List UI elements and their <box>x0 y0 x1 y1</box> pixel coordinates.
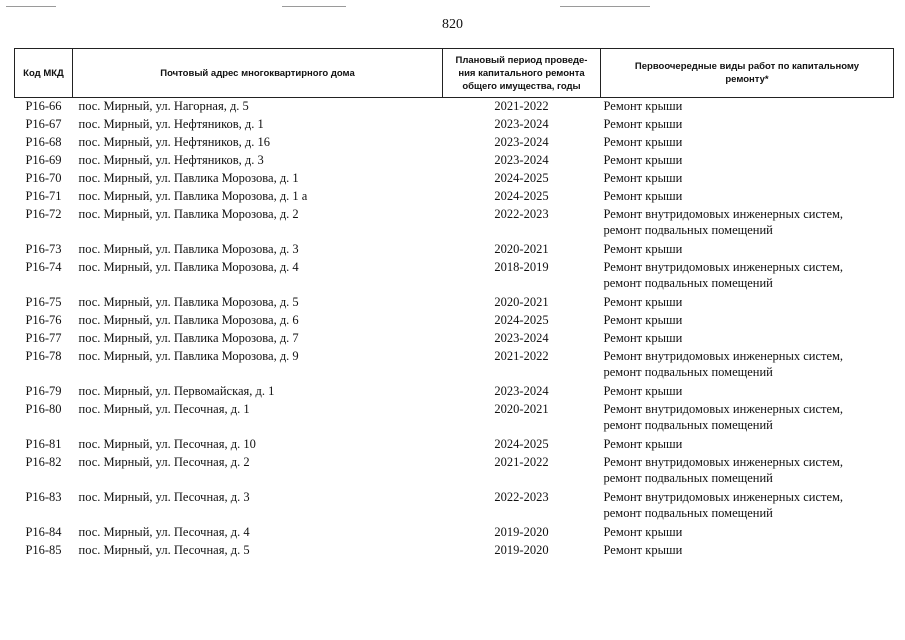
table-row <box>15 134 894 152</box>
works-cell <box>601 312 894 330</box>
table-row <box>15 542 894 560</box>
address-cell: пос. Мирный, ул. Песочная, д. 3 <box>78 490 250 504</box>
work-line: Ремонт внутридомовых инженерных систем, <box>603 349 844 363</box>
address-cell: пос. Мирный, ул. Павлика Морозова, д. 7 <box>78 331 299 345</box>
address-cell: пос. Мирный, ул. Песочная, д. 4 <box>78 525 250 539</box>
work-line: Ремонт внутридомовых инженерных систем, <box>603 402 844 416</box>
period-cell: 2021-2022 <box>494 455 549 469</box>
mkd-code-cell: Р16-82 <box>25 455 62 469</box>
header-works <box>601 49 894 98</box>
period-cell: 2018-2019 <box>494 260 549 274</box>
works-cell <box>601 294 894 312</box>
mkd-code-cell: Р16-77 <box>25 331 62 345</box>
work-line: ремонт подвальных помещений <box>603 365 773 379</box>
work-line: Ремонт крыши <box>603 171 683 185</box>
work-line: Ремонт внутридомовых инженерных систем, <box>603 260 844 274</box>
scan-mark <box>282 6 346 7</box>
table-row <box>15 330 894 348</box>
work-line: Ремонт крыши <box>603 525 683 539</box>
work-line: Ремонт крыши <box>603 117 683 131</box>
works-cell <box>601 489 894 524</box>
mkd-code-cell: Р16-72 <box>25 207 62 221</box>
work-line: Ремонт крыши <box>603 153 683 167</box>
work-line: Ремонт внутридомовых инженерных систем, <box>603 207 844 221</box>
mkd-code-cell: Р16-70 <box>25 171 62 185</box>
address-cell: пос. Мирный, ул. Павлика Морозова, д. 1 <box>78 171 299 185</box>
header-code: Код МКД <box>15 49 73 98</box>
capital-repair-table <box>14 48 894 560</box>
mkd-code-cell: Р16-76 <box>25 313 62 327</box>
address-cell: пос. Мирный, ул. Павлика Морозова, д. 1 а <box>78 189 308 203</box>
mkd-code-cell: Р16-85 <box>25 543 62 557</box>
mkd-code-cell: Р16-84 <box>25 525 62 539</box>
work-line: Ремонт внутридомовых инженерных систем, <box>603 490 844 504</box>
mkd-code-cell: Р16-80 <box>25 402 62 416</box>
header-period-line: ния капитального ремонта <box>458 67 585 79</box>
period-cell: 2020-2021 <box>494 402 549 416</box>
table-row <box>15 348 894 383</box>
address-cell: пос. Мирный, ул. Павлика Морозова, д. 9 <box>78 349 299 363</box>
header-address: Почтовый адрес многоквартирного дома <box>73 49 443 98</box>
address-cell: пос. Мирный, ул. Павлика Морозова, д. 4 <box>78 260 299 274</box>
header-works-line: Первоочередные виды работ по капитальному <box>634 61 860 72</box>
work-line: Ремонт крыши <box>603 295 683 309</box>
work-line: Ремонт крыши <box>603 437 683 451</box>
mkd-code-cell: Р16-79 <box>25 384 62 398</box>
works-cell <box>601 188 894 206</box>
period-cell: 2022-2023 <box>494 207 549 221</box>
works-cell <box>601 401 894 436</box>
period-cell: 2024-2025 <box>494 437 549 451</box>
period-cell: 2021-2022 <box>494 349 549 363</box>
header-period-line: Плановый период проведе- <box>455 54 588 66</box>
work-line: Ремонт крыши <box>603 543 683 557</box>
mkd-code-cell: Р16-68 <box>25 135 62 149</box>
period-cell: 2019-2020 <box>494 543 549 557</box>
work-line: ремонт подвальных помещений <box>603 276 773 290</box>
works-cell <box>601 330 894 348</box>
works-cell <box>601 524 894 542</box>
mkd-code-cell: Р16-75 <box>25 295 62 309</box>
works-cell <box>601 383 894 401</box>
address-cell: пос. Мирный, ул. Нефтяников, д. 1 <box>78 117 264 131</box>
header-period <box>443 49 601 98</box>
mkd-code-cell: Р16-83 <box>25 490 62 504</box>
mkd-code-cell: Р16-67 <box>25 117 62 131</box>
works-cell <box>601 454 894 489</box>
works-cell <box>601 98 894 117</box>
table-row <box>15 188 894 206</box>
works-cell <box>601 152 894 170</box>
work-line: Ремонт крыши <box>603 331 683 345</box>
work-line: Ремонт крыши <box>603 189 683 203</box>
work-line: Ремонт крыши <box>603 313 683 327</box>
mkd-code-cell: Р16-81 <box>25 437 62 451</box>
period-cell: 2023-2024 <box>494 117 549 131</box>
address-cell: пос. Мирный, ул. Песочная, д. 1 <box>78 402 250 416</box>
period-cell: 2024-2025 <box>494 171 549 185</box>
works-cell <box>601 170 894 188</box>
period-cell: 2024-2025 <box>494 189 549 203</box>
works-cell <box>601 241 894 259</box>
mkd-code-cell: Р16-74 <box>25 260 62 274</box>
table-row <box>15 436 894 454</box>
table-row <box>15 524 894 542</box>
address-cell: пос. Мирный, ул. Песочная, д. 5 <box>78 543 250 557</box>
header-period-line: общего имущества, годы <box>462 80 581 92</box>
table-row <box>15 152 894 170</box>
table-row <box>15 170 894 188</box>
address-cell: пос. Мирный, ул. Павлика Морозова, д. 3 <box>78 242 299 256</box>
works-cell <box>601 348 894 383</box>
work-line: ремонт подвальных помещений <box>603 223 773 237</box>
period-cell: 2023-2024 <box>494 135 549 149</box>
address-cell: пос. Мирный, ул. Первомайская, д. 1 <box>78 384 275 398</box>
period-cell: 2020-2021 <box>494 295 549 309</box>
mkd-code-cell: Р16-73 <box>25 242 62 256</box>
address-cell: пос. Мирный, ул. Нефтяников, д. 3 <box>78 153 264 167</box>
address-cell: пос. Мирный, ул. Нагорная, д. 5 <box>78 99 249 113</box>
work-line: Ремонт крыши <box>603 99 683 113</box>
works-cell <box>601 116 894 134</box>
table-row <box>15 489 894 524</box>
address-cell: пос. Мирный, ул. Нефтяников, д. 16 <box>78 135 271 149</box>
mkd-code-cell: Р16-78 <box>25 349 62 363</box>
mkd-code-cell: Р16-66 <box>25 99 62 113</box>
work-line: Ремонт крыши <box>603 242 683 256</box>
address-cell: пос. Мирный, ул. Павлика Морозова, д. 2 <box>78 207 299 221</box>
table-row <box>15 401 894 436</box>
work-line: Ремонт крыши <box>603 135 683 149</box>
period-cell: 2023-2024 <box>494 384 549 398</box>
work-line: Ремонт внутридомовых инженерных систем, <box>603 455 844 469</box>
address-cell: пос. Мирный, ул. Песочная, д. 2 <box>78 455 250 469</box>
period-cell: 2023-2024 <box>494 331 549 345</box>
period-cell: 2019-2020 <box>494 525 549 539</box>
period-cell: 2023-2024 <box>494 153 549 167</box>
address-cell: пос. Мирный, ул. Песочная, д. 10 <box>78 437 256 451</box>
table-row <box>15 259 894 294</box>
work-line: ремонт подвальных помещений <box>603 418 773 432</box>
table-row <box>15 294 894 312</box>
table-body <box>15 98 894 561</box>
works-cell <box>601 206 894 241</box>
table-row <box>15 98 894 117</box>
address-cell: пос. Мирный, ул. Павлика Морозова, д. 6 <box>78 313 299 327</box>
work-line: ремонт подвальных помещений <box>603 506 773 520</box>
works-cell <box>601 542 894 560</box>
table-row <box>15 312 894 330</box>
table-row <box>15 116 894 134</box>
address-cell: пос. Мирный, ул. Павлика Морозова, д. 5 <box>78 295 299 309</box>
period-cell: 2021-2022 <box>494 99 549 113</box>
works-cell <box>601 436 894 454</box>
table-row <box>15 454 894 489</box>
works-cell <box>601 134 894 152</box>
work-line: Ремонт крыши <box>603 384 683 398</box>
mkd-code-cell: Р16-69 <box>25 153 62 167</box>
scan-mark <box>560 6 650 7</box>
mkd-code-cell: Р16-71 <box>25 189 62 203</box>
period-cell: 2020-2021 <box>494 242 549 256</box>
table-row <box>15 241 894 259</box>
period-cell: 2022-2023 <box>494 490 549 504</box>
works-cell <box>601 259 894 294</box>
table-header-row <box>15 49 894 98</box>
work-line: ремонт подвальных помещений <box>603 471 773 485</box>
table-row <box>15 206 894 241</box>
scan-mark <box>6 6 56 7</box>
page-number: 820 <box>442 17 463 32</box>
header-works-line: ремонту* <box>725 74 769 85</box>
period-cell: 2024-2025 <box>494 313 549 327</box>
table-row <box>15 383 894 401</box>
